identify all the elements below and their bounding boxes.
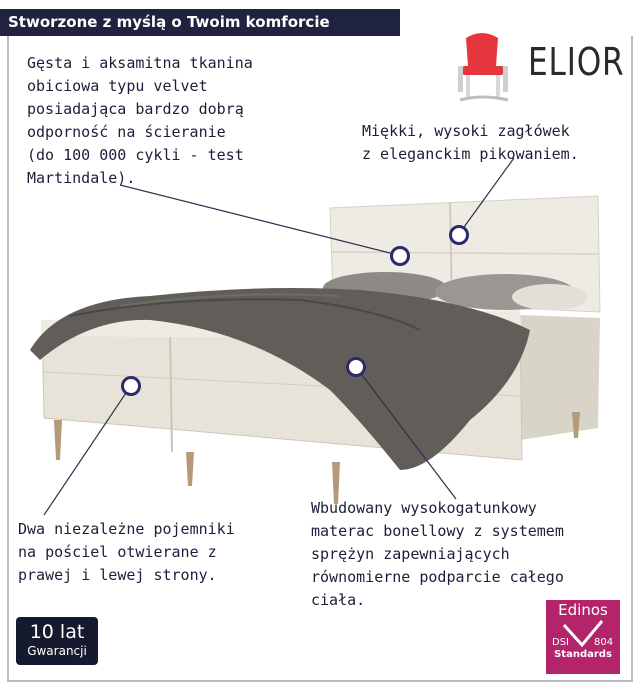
storage-description: Dwa niezależne pojemniki na pościel otwierane z prawej i lewej strony. xyxy=(18,520,235,584)
mattress-description: Wbudowany wysokogatunkowy materac bonellowy z systemem sprężyn zapewniających równomierne podparcie całego ciała. xyxy=(311,499,564,609)
marker-storage xyxy=(123,378,140,395)
checkmark-icon xyxy=(546,619,620,649)
marker-mattress xyxy=(348,359,365,376)
warranty-years: 10 lat xyxy=(29,621,85,643)
marker-fabric xyxy=(392,248,409,265)
edinos-brand: Edinos xyxy=(558,601,608,619)
fabric-description: Gęsta i aksamitna tkanina obiciowa typu velvet posiadająca bardzo dobrą odporność na ścieranie (do 100 000 cykli - test Martindale). xyxy=(27,54,253,187)
marker-headboard xyxy=(451,227,468,244)
edinos-badge xyxy=(546,600,620,674)
edinos-code-left: DSI xyxy=(552,637,569,648)
edinos-label: Standards xyxy=(554,649,612,660)
warranty-label: Gwarancji xyxy=(27,644,87,658)
header-title: Stworzone z myślą o Twoim komforcie xyxy=(0,9,400,36)
headboard-description: Miękki, wysoki zagłówek z eleganckim pikowaniem. xyxy=(362,122,579,163)
edinos-code-right: 804 xyxy=(594,637,614,648)
edinos-check-row xyxy=(546,619,620,649)
brand-logo-text: ELIOR xyxy=(528,40,625,84)
warranty-badge xyxy=(16,617,98,665)
